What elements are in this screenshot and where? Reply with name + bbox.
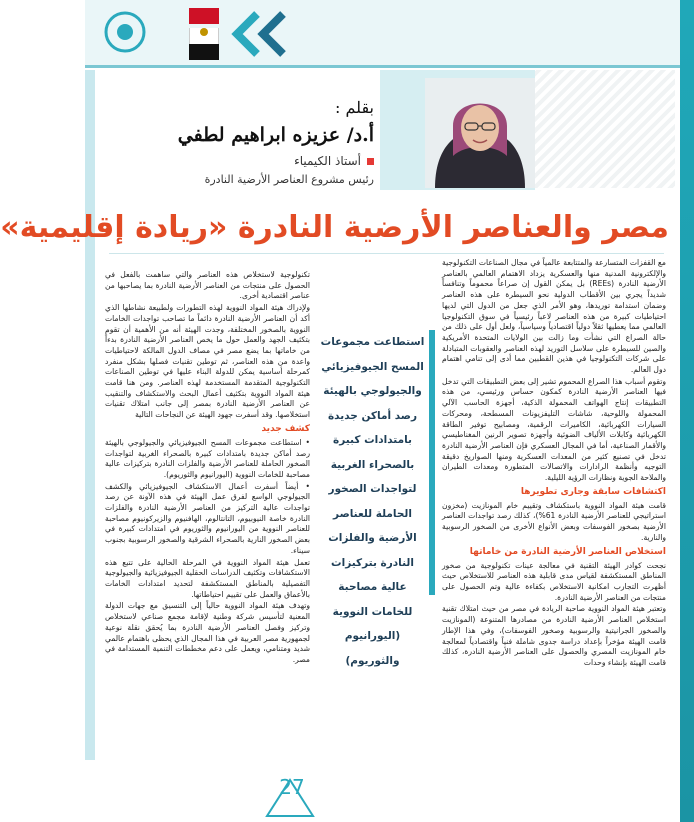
pull-quote-text: استطاعت مجموعات المسح الجيوفيزيائي والجيولوجي بالهيئة رصد أماكن جديدة بامتدادات كبيرة بالصحراء الغربية لتواجدات الصخور الحاملة للعناصر الأرضية والفلزات النادرة بتركيزات عالية مصاحبة للخامات النووية (اليورانيوم والثوريوم) <box>320 336 425 667</box>
author-role <box>154 154 374 168</box>
paragraph: تعمل هيئة المواد النووية في المرحلة الحالية على تتبع هذه الاستكشافات وتكثيف الدراسات الحقلية الجيوفيزيائية والجيولوجية التفصيلية بالمناطق المستكشفة لتحديد امتدادات الخامات بالأعماق والعمل على تقييم احتياطاتها. <box>105 557 310 599</box>
right-accent-strip <box>680 0 694 822</box>
paragraph: • أيضاً أسفرت أعمال الاستكشاف الجيوفيزيائي والكشف الجيولوجي الواسع لفرق عمل الهيئة في هذه الآونة عن رصد تواجدات عالية التركيز من العناصر الأرضية النادرة والفلزات النادرة خاصة النيوبيوم، التانتالوم، الهافنيوم والزيركونيوم مصاحبة للعناصر النووية من اليورانيوم والثوريوم في امتدادات كبيرة في بعض الصخور النارية بالصحراء الشرقية والصخور الرسوبية بجنوب سيناء. <box>105 481 310 555</box>
paragraph: • استطاعت مجموعات المسح الجيوفيزيائي والجيولوجي بالهيئة رصد أماكن جديدة بامتدادات كبيرة بالصحراء الغربية لتواجدات الصخور الحاملة للعناصر الأرضية والفلزات النادرة بتركيزات عالية مصاحبة للخامات النووية (اليورانيوم والثوريوم). <box>105 437 310 479</box>
header-band <box>85 0 694 68</box>
author-name: أ.د/ عزيزه ابراهيم لطفي <box>177 124 374 146</box>
pull-quote <box>320 330 425 667</box>
author-portrait <box>425 78 535 188</box>
left-accent-strip <box>85 70 95 760</box>
egypt-flag-icon <box>189 8 219 56</box>
paragraph: وتعتبر هيئة المواد النووية صاحبة الريادة في مصر من حيث امتلاك تقنية استخلاص العناصر الأرضية النادرة من مصادرها المتنوعة (المونازيت والصخور الجرانيتية والرسوبية وصخور الفوسفات)، وفي هذا الإطار قامت الهيئة مؤخراً بإعداد دراسة جدوى شاملة فنياً واقتصادياً لمعالجة خام المونازيت المصري والحصول على العناصر الأرضية النادرة، كذلك قامت الهيئة بإنشاء وحدات <box>442 604 666 667</box>
paragraph: قامت هيئة المواد النووية باستكشاف وتقييم خام المونازيت (مخزون استراتيجي للعناصر الأرضية النادرة 61%)، كذلك رصد تواجدات العناصر الأرضية بصخور الفوسفات وبعض الأنواع الأخرى من الصخور الرسوبية والنارية. <box>442 500 666 542</box>
section-heading: اكتشافات سابقة وجارى تطويرها <box>520 486 666 497</box>
aperture-icon <box>103 10 147 54</box>
pull-quote-bar <box>429 330 435 595</box>
right-column <box>442 258 666 670</box>
paragraph: وتهدف هيئة المواد النووية حالياً إلى التنسيق مع جهات الدولة المعنية لتأسيس شركة وطنية لإقامة مجمع صناعي لاستخلاص وتركيز وفصل العناصر الأرضية النادرة بما يُحقق نقلة نوعية لجمهورية مصر العربية في هذا المجال الذي يحظى باهتمام عالمي شديد ومتنامي، ويعمل على دعم مخططات التنمية المستدامة في مصر. <box>105 601 310 664</box>
paragraph: وتقوم أسباب هذا الصراع المحموم تشير إلى بعض التطبيقات التي تدخل فيها العناصر الأرضية النادرة كمكون حساس ورئيسي، من هذه التطبيقات إنتاج الهواتف المحمولة الذكية، أجهزة الحاسب الآلي المحمولة واللوحية، شاشات التليفزيونات المسطحة، ومحركات السيارات الكهربائية، الكاميرات الرقمية، ومصابيح توفير الطاقة الكهربائية وكابلات الألياف الضوئية وأجهزة تصوير الرنين المغناطيسي والأقمار الصناعية، أما في المجال العسكري فإن العناصر الأرضية النادرة تدخل في تصنيع كثير من المعدات العسكرية ومنها الصواريخ دقيقة التوجيه وأنظمة الرادارات والاتصالات المتطورة ومعدات الطيران والملاحة الجوية ونظارات الرؤية الليلية. <box>442 376 666 483</box>
left-column <box>105 270 310 667</box>
author-role-text: أستاذ الكيمياء <box>294 154 361 168</box>
section-heading: كشف جديد <box>261 423 310 434</box>
section-heading: استخلاص العناصر الأرضية النادرة من خاماتها <box>469 546 666 557</box>
author-affiliation: رئيس مشروع العناصر الأرضية النادرة <box>204 173 374 186</box>
paragraph: نجحت كوادر الهيئة التقنية في معالجة عينات تكنولوجية من صخور المناطق المستكشفة لقياس مدى قابلية هذه العناصر للاستخلاص حيث أظهرت التجارب امكانية الاستخلاص بكفاءة عالية وتم الحصول على منتجات من العناصر الأرضية النادرة. <box>442 560 666 602</box>
paragraph: ولإدراك هيئة المواد النووية لهذه التطورات ولطبيعة نشاطها الذي أكد أن العناصر الأرضية النادرة دائماً ما تصاحب تواجدات الخامات النووية بالصخور المختلفة، وجدت الهيئة أنه من الأهمية أن تقوم بتكثيف الجهد والعمل حول ما يخص العناصر الأرضية النادرة بدءاً من خاماتها بما يضع مصر في مصاف الدول المالكة لاحتياطيات واعدة من هذه العناصر، ثم توطين تقنيات فصلها بشكل منفرد كمرحلة أساسية يمكن للدولة البناء عليها في توطين الصناعات التكنولوجية المتقدمة المستخدمة لهذه العناصر. ومن هنا قامت هيئة المواد النووية بتكثيف أعمال البحث والاستكشاف والتنقيب عن العناصر الأرضية النادرة بمصر إلى جانب امتلاك تقنيات استخلاصها. وقد أسفرت جهود الهيئة عن النجاحات التالية <box>105 303 310 420</box>
page-number: 27 <box>279 775 305 799</box>
bullet-square-icon <box>367 158 374 165</box>
byline: بقلم : <box>335 98 374 117</box>
paragraph: تكنولوجية لاستخلاص هذه العناصر والتي ساهمت بالفعل في الحصول على منتجات من العناصر الأرضية النادرة بما يصاحبها من عناصر اقتصادية أخرى. <box>105 270 310 301</box>
chevrons-left-icon <box>223 10 293 58</box>
title-divider <box>109 253 664 254</box>
article-title: مصر والعناصر الأرضية النادرة «ريادة إقليمية» <box>0 210 669 245</box>
photo-backdrop <box>525 70 675 188</box>
paragraph: مع القفزات المتسارعة والمتتابعة عالمياً في مجال الصناعات التكنولوجية والإلكترونية المدنية منها والعسكرية يزداد الاهتمام العالمي بالعناصر الأرضية النادرة (REEs) بل يمكن القول إن صراعاً محموماً وتنافساً شديداً يجري بين الأقطاب الدولية نحو السيطرة على هذه العناصر وضمان استدامة توريدها، وهو الأمر الذي جعل من الدول التي لديها احتياطيات كبيرة من هذه العناصر لاعباً رئيسياً في سوق التكنولوجيا العالمي مما يعطيها ثقلاً دولياً اقتصادياً وسياسياً، ولعل أول على ذلك من حالة الصراع التي نشأت وما زالت بين الولايات المتحدة الأمريكية والصين للسيطرة على سلاسل التوريد لهذه العناصر والعقوبات المتبادلة على شركات التكنولوجيا في هذين القطبين مما أدى إلى تنامي اهتمام دول العالم. <box>442 258 666 375</box>
